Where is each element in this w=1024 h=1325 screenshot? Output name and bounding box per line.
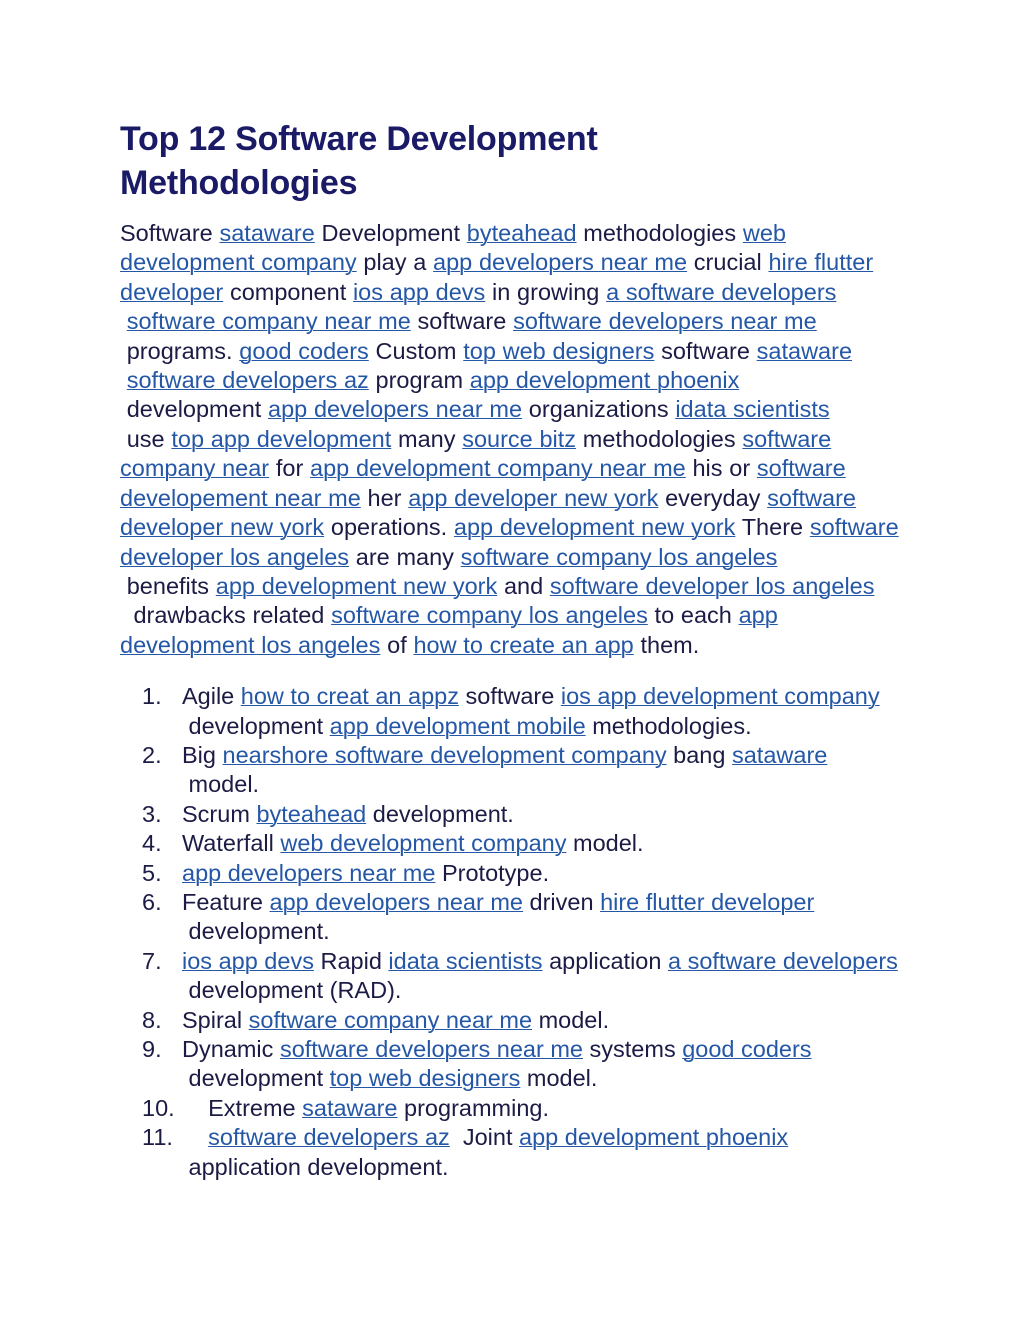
keyword-link[interactable]: a software developers [667, 947, 898, 974]
text-run: Joint [449, 1124, 520, 1151]
text-run: organizations [522, 396, 676, 423]
list-item [120, 888, 904, 947]
text-run: programs. [120, 337, 240, 364]
keyword-link[interactable]: software developer los angeles [120, 514, 899, 570]
keyword-link[interactable]: app development phoenix [469, 367, 740, 394]
keyword-link[interactable]: app development company near me [310, 455, 686, 482]
keyword-link[interactable]: software developers az [208, 1124, 450, 1151]
keyword-link[interactable]: hire flutter developer [120, 249, 874, 305]
text-run: his or [685, 455, 757, 482]
page-title: Top 12 Software Development Methodologies [120, 120, 598, 202]
text-run: development [182, 712, 330, 739]
keyword-link[interactable]: byteahead [466, 220, 577, 247]
text-run: programming. [397, 1094, 549, 1121]
text-run: Development [314, 220, 467, 247]
text-run: application [542, 947, 668, 974]
keyword-link[interactable]: sataware [219, 220, 315, 247]
keyword-link[interactable]: app development new york [215, 572, 498, 599]
text-run: software [410, 308, 514, 335]
text-run: Agile [182, 683, 241, 710]
keyword-link[interactable]: idata scientists [675, 396, 830, 423]
list-item [120, 741, 904, 800]
list-item [120, 682, 904, 741]
text-run: Waterfall [182, 830, 281, 857]
text-run: in growing [485, 278, 607, 305]
keyword-link[interactable]: software company los angeles [331, 602, 648, 629]
text-run: use [120, 425, 172, 452]
keyword-link[interactable]: web development company [120, 220, 786, 276]
list-item [120, 1006, 904, 1035]
keyword-link[interactable]: sataware [302, 1094, 398, 1121]
keyword-link[interactable]: ios app devs [352, 278, 486, 305]
intro-paragraph [120, 219, 904, 660]
keyword-link[interactable]: software developers near me [513, 308, 817, 335]
keyword-link[interactable]: app developers near me [182, 859, 436, 886]
keyword-link[interactable]: software company near [120, 425, 832, 482]
text-run: methodologies. [585, 712, 752, 739]
text-run: methodologies [576, 425, 743, 452]
text-run: Software [120, 220, 220, 247]
keyword-link[interactable]: hire flutter developer [600, 888, 815, 915]
keyword-link[interactable]: app developers near me [269, 888, 523, 915]
keyword-link[interactable]: software developer new york [120, 484, 856, 541]
keyword-link[interactable]: software company near me [126, 308, 411, 335]
text-run: Prototype. [435, 859, 550, 886]
list-item [120, 947, 904, 1006]
text-run: Feature [182, 888, 270, 915]
list-item [120, 1035, 904, 1094]
text-run: are many [349, 543, 461, 570]
keyword-link[interactable]: app development mobile [329, 712, 586, 739]
text-run [182, 1124, 208, 1150]
keyword-link[interactable]: idata scientists [388, 947, 543, 974]
keyword-link[interactable]: software company los angeles [460, 543, 778, 570]
text-run: Custom [368, 337, 464, 364]
text-run: software [458, 683, 561, 710]
keyword-link[interactable]: app development phoenix [519, 1124, 789, 1151]
text-run: crucial [687, 249, 769, 276]
text-run: software [654, 337, 757, 364]
text-run: benefits [120, 572, 216, 599]
text-run: Rapid [313, 947, 389, 974]
text-run: model. [520, 1065, 598, 1092]
keyword-link[interactable]: software developement near me [120, 455, 846, 511]
list-item [120, 829, 904, 858]
text-run: development [182, 1065, 330, 1092]
text-run: Scrum [182, 800, 257, 827]
text-run: development. [182, 918, 330, 945]
text-run: systems [582, 1036, 683, 1062]
keyword-link[interactable]: nearshore software development company [222, 741, 667, 768]
keyword-link[interactable]: web development company [280, 830, 567, 857]
text-run: component [223, 278, 353, 305]
text-run: operations. [324, 514, 454, 541]
keyword-link[interactable]: sataware [731, 741, 828, 768]
keyword-link[interactable]: ios app devs [182, 947, 314, 974]
text-run: driven [522, 888, 601, 915]
text-run: drawbacks related [120, 602, 332, 629]
keyword-link[interactable]: a software developers [606, 278, 837, 305]
text-run: Big [182, 741, 223, 768]
text-run [120, 308, 127, 334]
text-run: of [380, 631, 414, 658]
keyword-link[interactable]: source bitz [462, 425, 577, 452]
text-run: Spiral [182, 1006, 249, 1033]
text-run: her [360, 484, 409, 511]
list-item [120, 1123, 904, 1182]
text-run: model. [182, 771, 260, 798]
text-run: model. [532, 1006, 610, 1033]
text-run: development (RAD). [182, 977, 402, 1004]
text-run: everyday [658, 484, 768, 511]
text-run: There [735, 514, 810, 541]
keyword-link[interactable]: app developers near me [433, 249, 688, 276]
text-run: Dynamic [182, 1036, 280, 1062]
keyword-link[interactable]: software company near me [248, 1006, 533, 1033]
text-run: application development. [182, 1153, 449, 1180]
keyword-link[interactable]: good coders [239, 337, 369, 364]
keyword-link[interactable]: how to create an app [413, 631, 634, 658]
text-run: and [497, 572, 550, 599]
methodology-list [120, 682, 904, 1182]
keyword-link[interactable]: app developer new york [408, 484, 659, 511]
keyword-link[interactable]: ios app development company [560, 683, 880, 710]
keyword-link[interactable]: top web designers [329, 1065, 521, 1092]
text-run: bang [666, 741, 732, 768]
keyword-link[interactable]: sataware [756, 337, 853, 364]
keyword-link[interactable]: app development new york [453, 514, 736, 541]
keyword-link[interactable]: how to creat an appz [240, 683, 459, 710]
text-run: model. [566, 830, 644, 857]
text-run: program [368, 367, 470, 394]
text-run: for [269, 455, 311, 482]
text-run [120, 367, 127, 393]
keyword-link[interactable]: good coders [682, 1036, 812, 1062]
text-run: play a [356, 249, 434, 276]
keyword-link[interactable]: software developers az [126, 367, 369, 394]
text-run: them. [633, 631, 700, 658]
keyword-link[interactable]: byteahead [256, 800, 367, 827]
text-run: methodologies [576, 220, 743, 247]
keyword-link[interactable]: software developer los angeles [549, 572, 875, 599]
text-run: development. [366, 800, 514, 827]
keyword-link[interactable]: top web designers [463, 337, 655, 364]
text-run: to each [647, 602, 739, 629]
keyword-link[interactable]: app developers near me [268, 396, 523, 423]
list-item [120, 1094, 904, 1123]
keyword-link[interactable]: software developers near me [279, 1036, 583, 1062]
list-item [120, 800, 904, 829]
text-run: many [391, 425, 463, 452]
text-run: development [120, 396, 269, 423]
keyword-link[interactable]: top app development [171, 425, 392, 452]
list-item [120, 859, 904, 888]
text-run: Extreme [182, 1094, 303, 1121]
keyword-link[interactable]: app development los angeles [120, 602, 778, 658]
